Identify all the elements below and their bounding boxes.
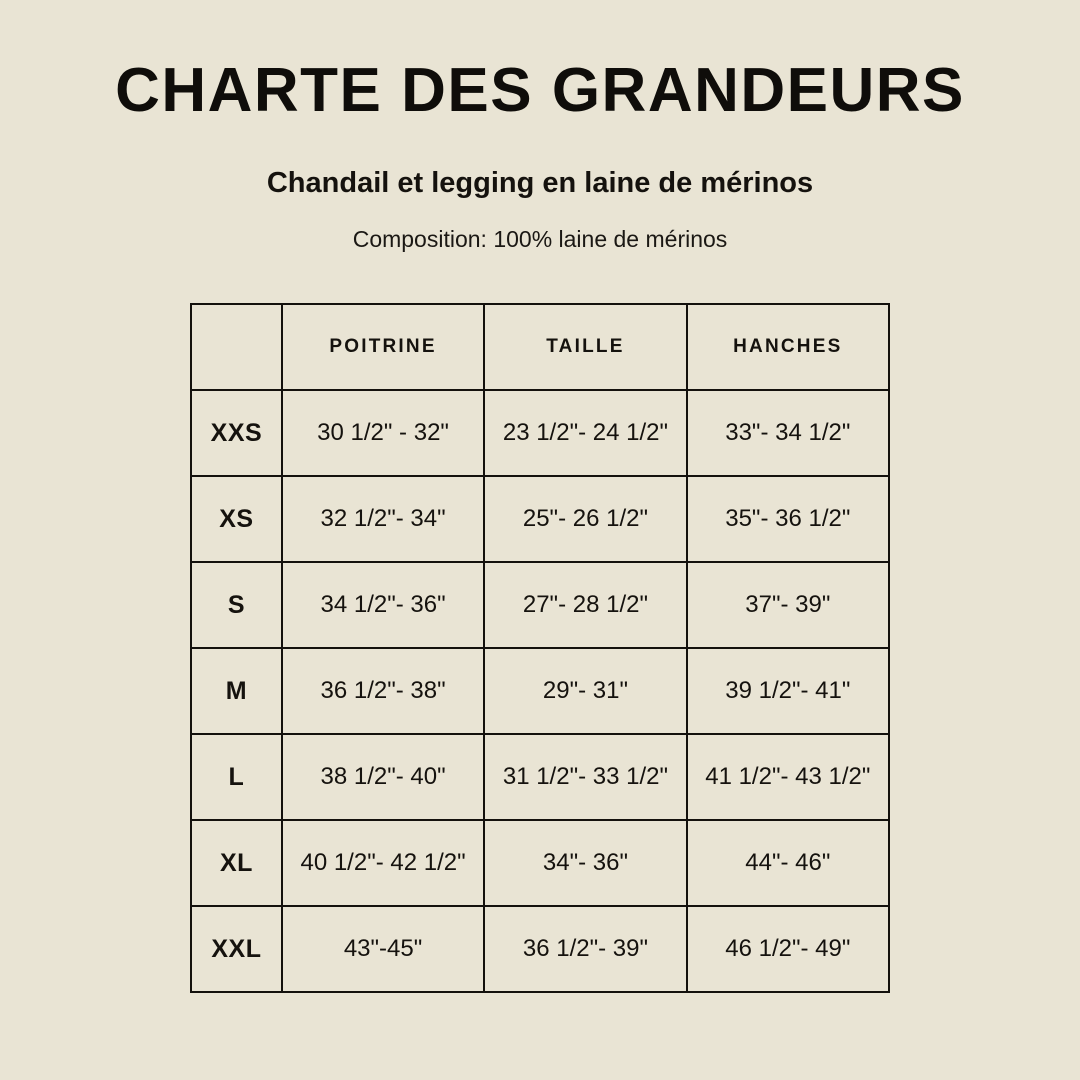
table-header bbox=[191, 304, 889, 390]
row-size-label: XL bbox=[191, 820, 282, 906]
row-size-label: L bbox=[191, 734, 282, 820]
column-header-taille: TAILLE bbox=[484, 304, 686, 390]
cell-hanches: 46 1/2"- 49" bbox=[687, 906, 889, 992]
page-subtitle: Chandail et legging en laine de mérinos bbox=[266, 167, 814, 200]
cell-taille: 25"- 26 1/2" bbox=[484, 476, 686, 562]
column-header-hanches: HANCHES bbox=[687, 304, 889, 390]
cell-taille: 27"- 28 1/2" bbox=[484, 562, 686, 648]
cell-taille: 36 1/2"- 39" bbox=[484, 906, 686, 992]
cell-poitrine: 38 1/2"- 40" bbox=[282, 734, 484, 820]
cell-poitrine: 32 1/2"- 34" bbox=[282, 476, 484, 562]
table-header-row bbox=[191, 304, 889, 390]
cell-hanches: 35"- 36 1/2" bbox=[687, 476, 889, 562]
cell-taille: 34"- 36" bbox=[484, 820, 686, 906]
cell-hanches: 44"- 46" bbox=[687, 820, 889, 906]
row-size-label: XS bbox=[191, 476, 282, 562]
cell-taille: 31 1/2"- 33 1/2" bbox=[484, 734, 686, 820]
cell-poitrine: 34 1/2"- 36" bbox=[282, 562, 484, 648]
cell-hanches: 41 1/2"- 43 1/2" bbox=[687, 734, 889, 820]
cell-hanches: 33"- 34 1/2" bbox=[687, 390, 889, 476]
row-size-label: XXS bbox=[191, 390, 282, 476]
column-header-poitrine: POITRINE bbox=[282, 304, 484, 390]
table-row bbox=[191, 390, 889, 476]
cell-poitrine: 40 1/2"- 42 1/2" bbox=[282, 820, 484, 906]
table-row bbox=[191, 734, 889, 820]
cell-taille: 29"- 31" bbox=[484, 648, 686, 734]
cell-poitrine: 36 1/2"- 38" bbox=[282, 648, 484, 734]
row-size-label: XXL bbox=[191, 906, 282, 992]
table-body bbox=[191, 390, 889, 992]
composition-text: Composition: 100% laine de mérinos bbox=[352, 226, 728, 253]
cell-taille: 23 1/2"- 24 1/2" bbox=[484, 390, 686, 476]
cell-poitrine: 30 1/2" - 32" bbox=[282, 390, 484, 476]
cell-poitrine: 43"-45" bbox=[282, 906, 484, 992]
size-table-container bbox=[190, 303, 890, 993]
page-title: CHARTE DES GRANDEURS bbox=[115, 56, 965, 125]
table-row bbox=[191, 562, 889, 648]
table-row bbox=[191, 820, 889, 906]
row-size-label: M bbox=[191, 648, 282, 734]
table-row bbox=[191, 906, 889, 992]
table-corner-cell bbox=[191, 304, 282, 390]
cell-hanches: 37"- 39" bbox=[687, 562, 889, 648]
table-row bbox=[191, 476, 889, 562]
cell-hanches: 39 1/2"- 41" bbox=[687, 648, 889, 734]
row-size-label: S bbox=[191, 562, 282, 648]
table-row bbox=[191, 648, 889, 734]
size-table bbox=[190, 303, 890, 993]
